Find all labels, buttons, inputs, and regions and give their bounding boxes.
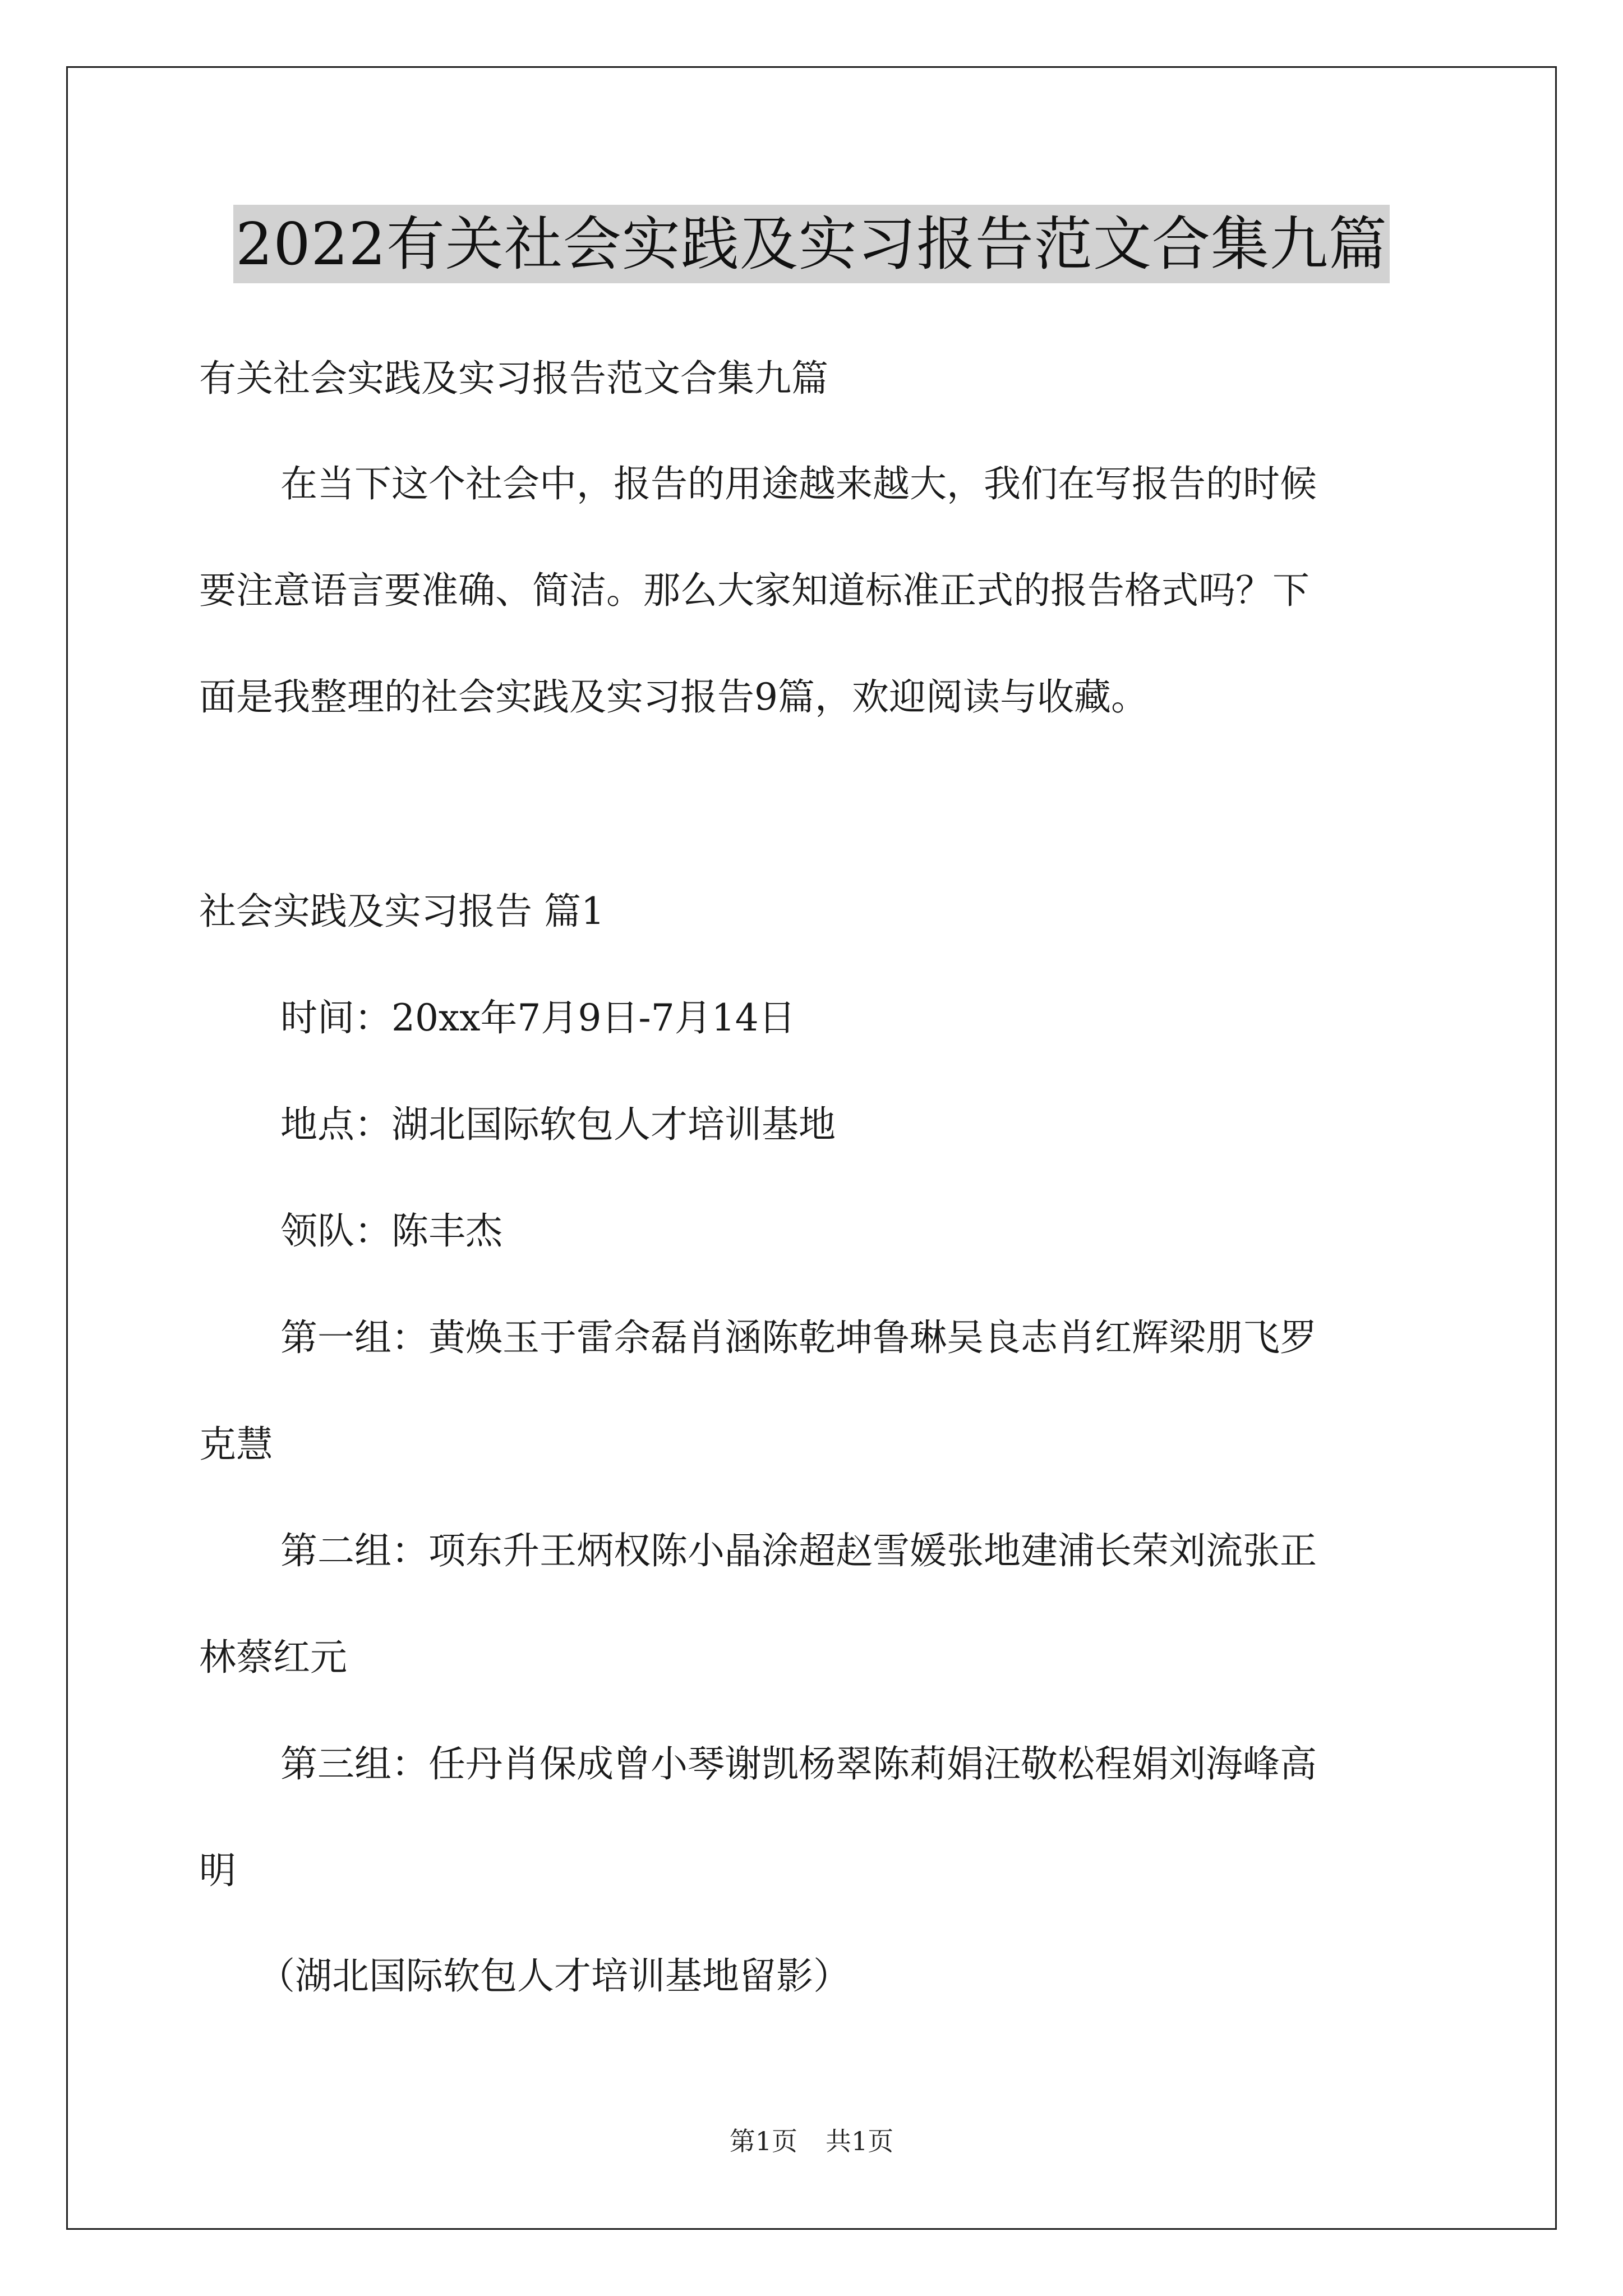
leader-line: 领队：陈丰杰 [280, 1209, 502, 1253]
title-container [0, 205, 1623, 283]
place-line: 地点：湖北国际软包人才培训基地 [280, 1103, 836, 1146]
document-title: 2022有关社会实践及实习报告范文合集九篇 [233, 205, 1390, 283]
intro-line-1: 在当下这个社会中，报告的用途越来越大，我们在写报告的时候 [280, 462, 1317, 505]
group3-line-1: 第三组：任丹肖保成曾小琴谢凯杨翠陈莉娟汪敬松程娟刘海峰高 [280, 1742, 1317, 1786]
intro-line-2: 要注意语言要准确、简洁。那么大家知道标准正式的报告格式吗？下 [199, 569, 1310, 612]
group2-line-2: 林蔡红元 [199, 1636, 347, 1679]
document-subtitle: 有关社会实践及实习报告范文合集九篇 [199, 357, 828, 400]
group2-line-1: 第二组：项东升王炳权陈小晶涂超赵雪媛张地建浦长荣刘流张正 [280, 1529, 1317, 1572]
page-number-total: 共1页 [826, 2126, 894, 2156]
photo-caption: （湖北国际软包人才培训基地留影） [258, 1954, 850, 1998]
section-heading: 社会实践及实习报告 篇1 [199, 890, 605, 933]
group1-line-2: 克慧 [199, 1423, 273, 1466]
group1-line-1: 第一组：黄焕玉于雷佘磊肖涵陈乾坤鲁琳吴良志肖红辉梁朋飞罗 [280, 1316, 1317, 1359]
group3-line-2: 明 [199, 1849, 236, 1892]
intro-line-3: 面是我整理的社会实践及实习报告9篇，欢迎阅读与收藏。 [199, 675, 1148, 719]
page-number-current: 第1页 [729, 2126, 797, 2156]
time-line: 时间：20xx年7月9日-7月14日 [280, 996, 796, 1039]
page-footer [0, 2124, 1623, 2158]
